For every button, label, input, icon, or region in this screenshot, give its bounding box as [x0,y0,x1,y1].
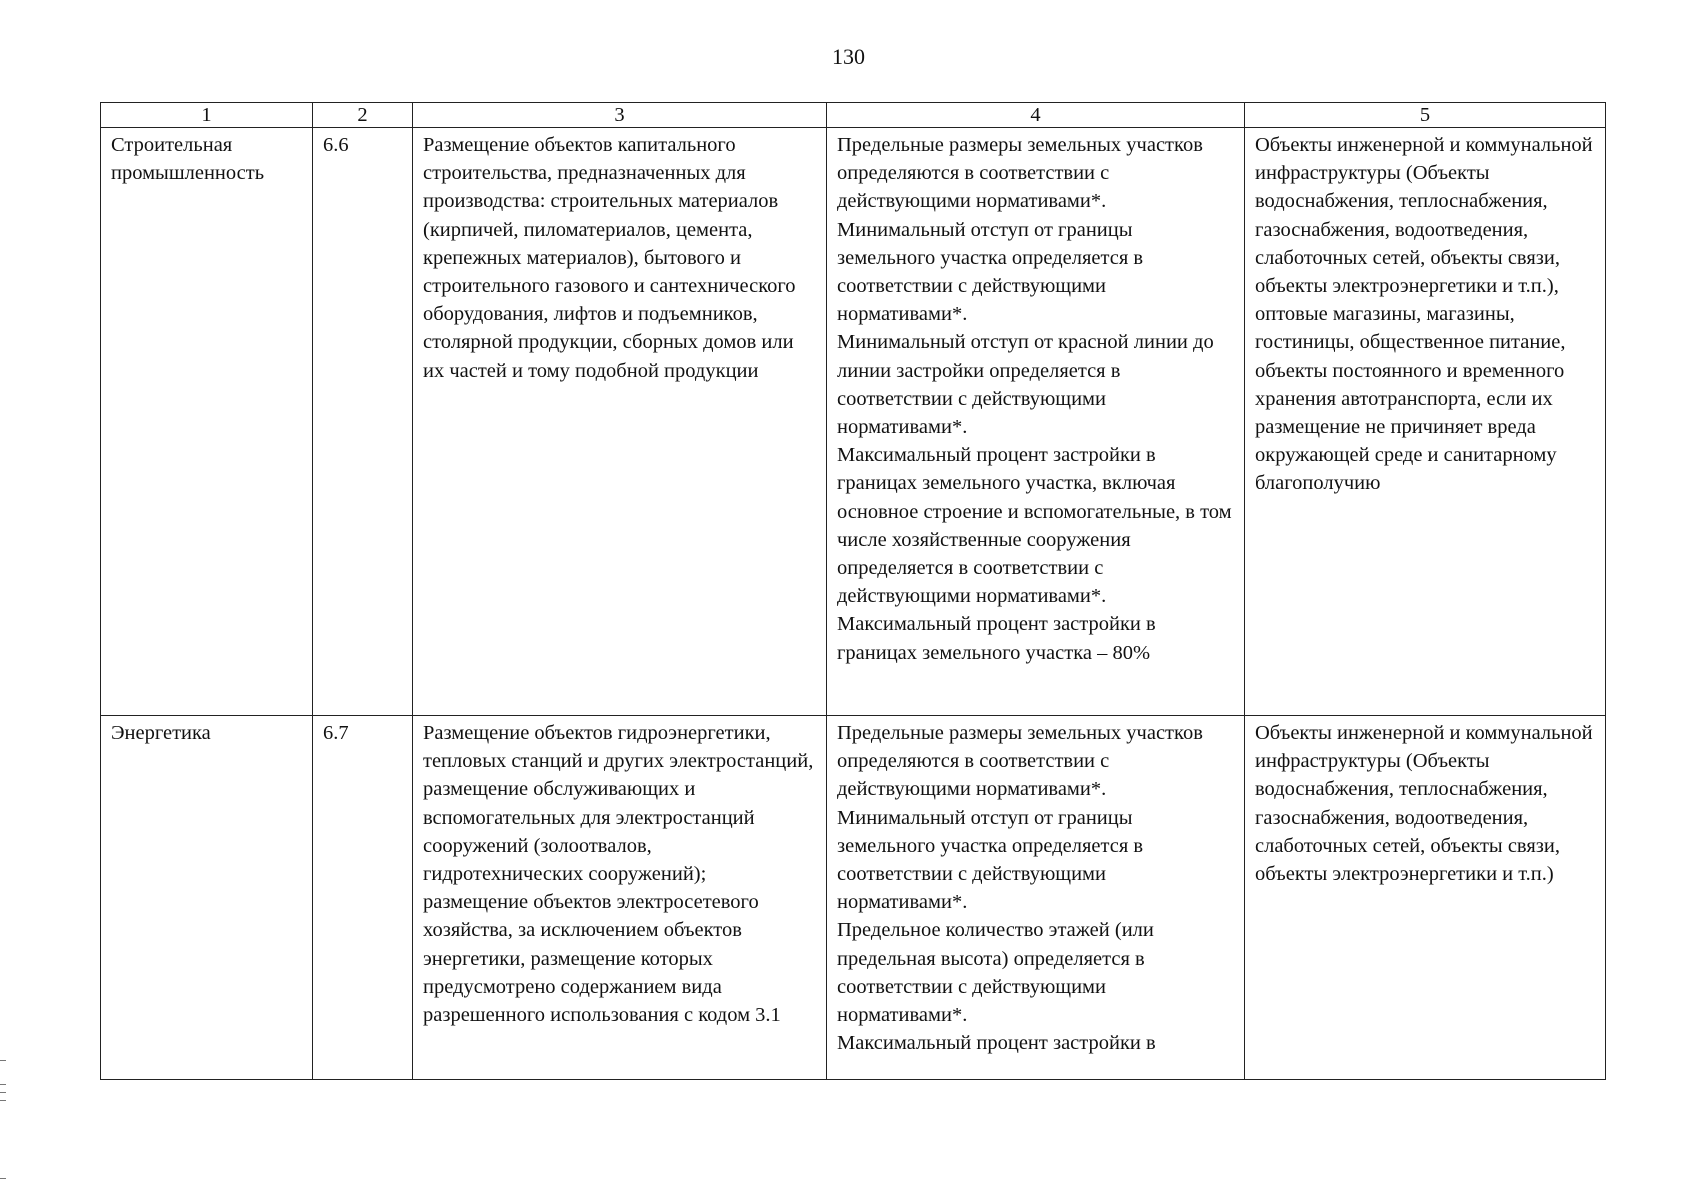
table-header-row [101,103,1606,128]
row-description: Размещение объектов капитального строительства, предназначенных для производства: строительных материалов (кирпичей, пиломатериалов, цемента, крепежных материалов), бытового и строительного газового и сантехнического оборудования, лифтов и подъемников, столярной продукции, сборных домов или их частей и тому подобной продукции [413,128,827,716]
margin-tick [0,1100,6,1101]
row-auxiliary-uses: Объекты инженерной и коммунальной инфраструктуры (Объекты водоснабжения, теплоснабжения, газоснабжения, водоотведения, слаботочных сетей, объекты связи, объекты электроэнергетики и т.п.) [1245,716,1606,1080]
table-row [101,128,1606,716]
row-parameters [827,716,1245,1080]
column-header-4: 4 [827,103,1245,128]
margin-tick [0,1084,6,1085]
row-auxiliary-uses: Объекты инженерной и коммунальной инфраструктуры (Объекты водоснабжения, теплоснабжения, газоснабжения, водоотведения, слаботочных сетей, объекты связи, объекты электроэнергетики и т.п.), оптовые магазины, магазины, гостиницы, общественное питание, объекты постоянного и временного хранения автотранспорта, если их размещение не причиняет вреда окружающей среде и санитарному благополучию [1245,128,1606,716]
row-use-type: Строительная промышленность [101,128,313,716]
row-use-type: Энергетика [101,716,313,1080]
parameter-text: Минимальный отступ от границы земельного участка определяется в соответствии с действующими нормативами*. [837,218,1144,326]
column-header-1: 1 [101,103,313,128]
parameter-text: Предельные размеры земельных участков определяются в соответствии с действующими нормативами*. [837,722,1203,801]
parameter-text: Предельное количество этажей (или предельная высота) определяется в соответствии с действующими нормативами*. [837,919,1154,1027]
margin-tick [0,1060,6,1061]
land-use-table [100,102,1606,1080]
parameter-text: Максимальный процент застройки в [837,1032,1156,1055]
margin-tick [0,1178,6,1179]
table-row [101,716,1606,1080]
parameter-text: Минимальный отступ от границы земельного участка определяется в соответствии с действующими нормативами*. [837,806,1144,914]
parameter-text: Предельные размеры земельных участков определяются в соответствии с действующими нормативами*. [837,134,1203,213]
column-header-3: 3 [413,103,827,128]
parameter-text: Минимальный отступ от красной линии до линии застройки определяется в соответствии с действующими нормативами*. [837,331,1214,439]
row-parameters [827,128,1245,716]
page-number: 130 [832,44,865,69]
row-code: 6.7 [313,716,413,1080]
row-code: 6.6 [313,128,413,716]
column-header-5: 5 [1245,103,1606,128]
parameter-text: Максимальный процент застройки в границах земельного участка – 80% [837,613,1156,664]
parameter-text: Максимальный процент застройки в границах земельного участка, включая основное строение и вспомогательные, в том числе хозяйственные сооружения определяется в соответствии с действующими нормативами*. [837,444,1232,608]
row-description: Размещение объектов гидроэнергетики, тепловых станций и других электростанций, размещение обслуживающих и вспомогательных для электростанций сооружений (золоотвалов, гидротехнических сооружений); размещение объектов электросетевого хозяйства, за исключением объектов энергетики, размещение которых предусмотрено содержанием вида разрешенного использования с кодом 3.1 [413,716,827,1080]
column-header-2: 2 [313,103,413,128]
margin-tick [0,1092,6,1093]
